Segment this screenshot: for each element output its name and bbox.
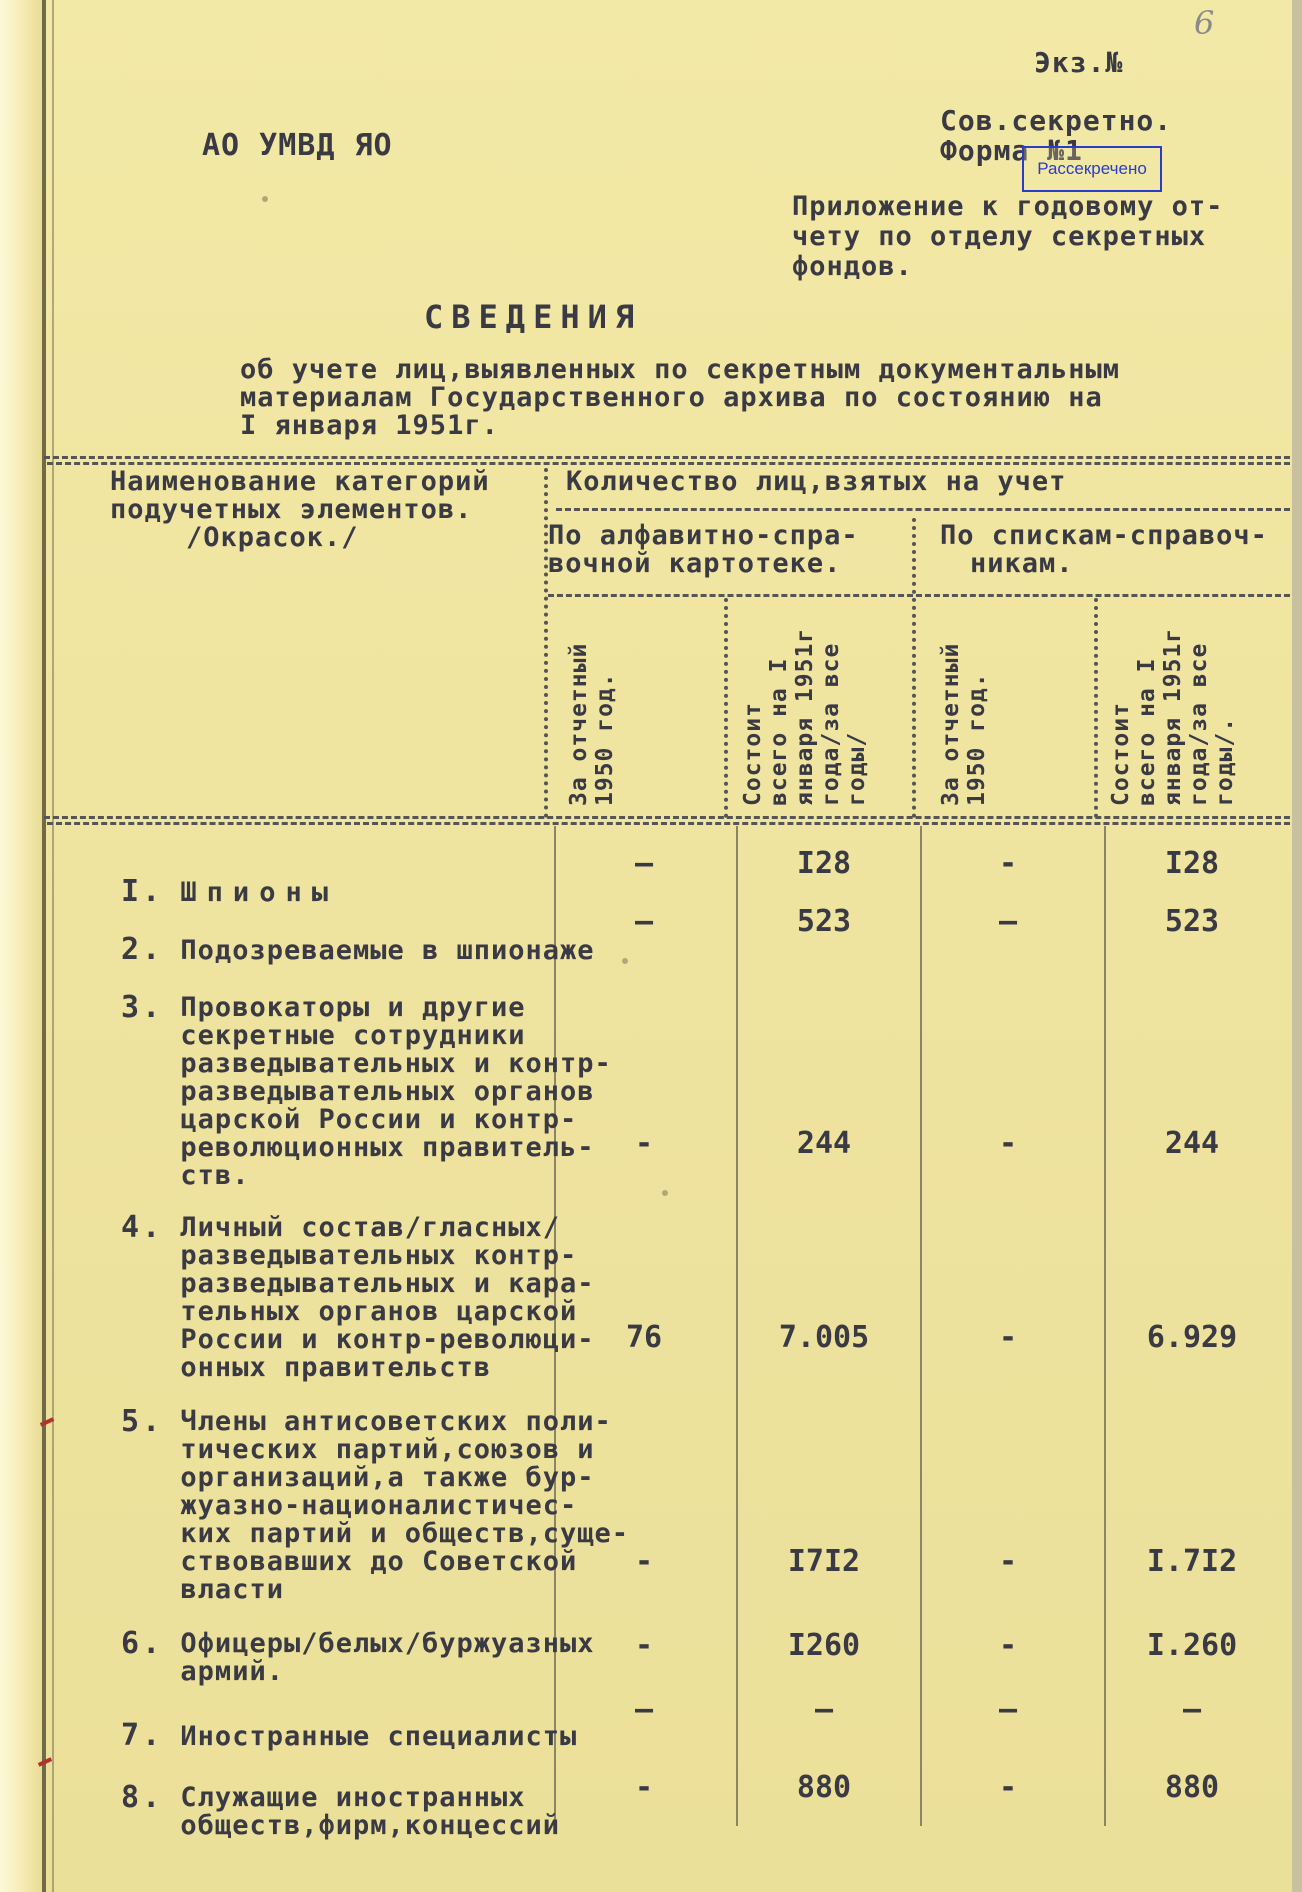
cell-total: 244 <box>796 1126 852 1161</box>
paper-speck <box>662 1190 668 1196</box>
copy-label: Экз.№ <box>1034 46 1124 79</box>
table-row: 8. Служащие иностранных обществ,фирм,концессий <box>121 1780 561 1841</box>
cell-reporting: - <box>634 1544 654 1579</box>
table-row: 2. Подозреваемые в шпионаже <box>121 932 595 967</box>
cell-reporting-2: - <box>998 1126 1018 1161</box>
organization: АО УМВД ЯО <box>202 128 393 163</box>
cell-total-2: 244 <box>1164 1126 1220 1161</box>
cell-reporting: — <box>634 904 654 939</box>
lists-header: По спискам-справоч- никам. <box>940 520 1268 579</box>
page-number: 6 <box>1194 4 1215 42</box>
declassified-stamp: Рассекречено <box>1022 146 1162 192</box>
cell-reporting-2: - <box>998 1320 1018 1355</box>
document-subtitle: об учете лиц,выявленных по секретным документальным материалам Государственного архива по состоянию на I января 1951г. <box>240 354 1121 441</box>
secrecy-mark: Сов.секретно. <box>940 104 1173 137</box>
cell-reporting: - <box>634 1126 654 1161</box>
header-divider <box>912 518 916 818</box>
cell-total-2: I.7I2 <box>1146 1544 1238 1579</box>
table-row: 3. Провокаторы и другие секретные сотрудники разведывательных и контр- разведывательных органов царской России и контр- революционных правитель- ств. <box>121 990 612 1191</box>
cell-total: 880 <box>796 1770 852 1805</box>
document-title: СВЕДЕНИЯ <box>424 298 643 336</box>
header-rule-groups <box>548 594 1290 597</box>
total-header: Состоит всего на I января 1951г года/за все годы/ <box>740 627 870 806</box>
header-divider <box>724 598 728 818</box>
cell-total-2: 6.929 <box>1146 1320 1238 1355</box>
cell-total: I260 <box>787 1628 861 1663</box>
cell-total: 7.005 <box>778 1320 870 1355</box>
cell-reporting-2: - <box>998 1628 1018 1663</box>
table-row: 4. Личный состав/гласных/ разведывательных контр- разведывательных и кара- тельных органов царской России и контр-революци- онных правительств <box>121 1210 595 1383</box>
reporting-year-header-2: За отчетный 1950 год. <box>938 642 990 806</box>
form-number: Форма №1 <box>940 134 1083 167</box>
category-header: Наименование категорий подучетных элементов. /Окрасок./ <box>110 466 490 553</box>
card-index-header: По алфавитно-спра- вочной картотеке. <box>548 520 859 579</box>
cell-reporting-2: — <box>998 1692 1018 1727</box>
cell-reporting: 76 <box>625 1320 663 1355</box>
cell-total-2: — <box>1182 1692 1202 1727</box>
cell-total-2: I28 <box>1164 846 1220 881</box>
cell-total: — <box>814 1692 834 1727</box>
header-rule-top <box>44 456 1290 459</box>
cell-reporting-2: - <box>998 846 1018 881</box>
cell-reporting: - <box>634 1770 654 1805</box>
cell-reporting-2: — <box>998 904 1018 939</box>
cell-reporting: — <box>634 1692 654 1727</box>
header-rule-bottom <box>44 816 1290 819</box>
paper-speck <box>622 958 628 964</box>
cell-total-2: I.260 <box>1146 1628 1238 1663</box>
total-header-2: Состоит всего на I января 1951г года/за все годы/. <box>1108 627 1238 806</box>
table-row: I. Шпионы <box>121 874 338 909</box>
cell-reporting-2: - <box>998 1770 1018 1805</box>
header-rule-count <box>556 508 1290 511</box>
binding-edge <box>0 0 46 1892</box>
attachment-note: Приложение к годовому от- чету по отделу секретных фондов. <box>792 191 1224 282</box>
cell-total-2: 523 <box>1164 904 1220 939</box>
cell-reporting: — <box>634 846 654 881</box>
cell-total: I7I2 <box>787 1544 861 1579</box>
cell-total: I28 <box>796 846 852 881</box>
header-rule-top-2 <box>47 462 1290 465</box>
table-row: 5. Члены антисоветских поли- тических партий,союзов и организаций,а также бур- жуазно-националистичес- ких партий и обществ,суще- ствовавших до Советской власти <box>121 1404 630 1605</box>
page-edge <box>1292 0 1302 1892</box>
header-divider <box>1094 598 1098 818</box>
cell-total: 523 <box>796 904 852 939</box>
cell-total-2: 880 <box>1164 1770 1220 1805</box>
count-header: Количество лиц,взятых на учет <box>566 466 1067 497</box>
reporting-year-header: За отчетный 1950 год. <box>566 642 618 806</box>
cell-reporting-2: - <box>998 1544 1018 1579</box>
table-row: 6. Офицеры/белых/буржуазных армий. <box>121 1626 595 1687</box>
header-rule-bottom-2 <box>47 822 1290 825</box>
paper-speck <box>262 196 268 202</box>
table-row: 7. Иностранные специалисты <box>121 1718 578 1753</box>
cell-reporting: - <box>634 1628 654 1663</box>
